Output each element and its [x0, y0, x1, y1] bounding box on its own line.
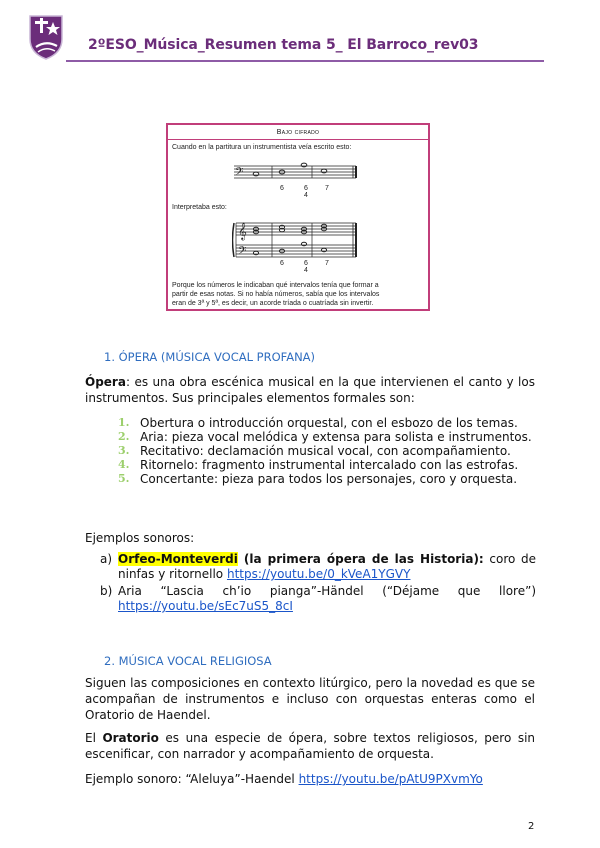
list-number: 1. — [118, 416, 130, 429]
list-number: 2. — [118, 430, 130, 443]
section-heading-religiosa: 2. MÚSICA VOCAL RELIGIOSA — [104, 654, 272, 668]
example-a — [100, 552, 536, 582]
oratorio-term: Oratorio — [102, 731, 159, 745]
opera-examples — [100, 552, 536, 614]
list-item-text: Obertura o introducción orquestal, con el esbozo de los temas. — [140, 416, 518, 430]
list-item — [118, 416, 536, 430]
figure-title-rule — [168, 139, 428, 140]
list-item — [118, 430, 536, 444]
example-b-text: Aria “Lascia ch’io pianga”-Händel (“Déjame que llore”) — [118, 584, 536, 598]
page-number: 2 — [528, 821, 535, 832]
oratorio-paragraph — [85, 730, 535, 762]
example-b-marker: b) — [100, 584, 113, 598]
list-item — [118, 472, 536, 486]
list-item — [118, 458, 536, 472]
oratorio-pre: El — [85, 731, 103, 745]
header-divider — [66, 60, 544, 62]
grand-figure-number-7: 7 — [325, 260, 329, 267]
list-number: 3. — [118, 444, 130, 457]
example-a-link[interactable]: https://youtu.be/0_kVeA1YGVY — [226, 567, 411, 581]
list-item-text: Ritornelo: fragmento instrumental intercalado con las estrofas. — [140, 458, 519, 472]
opera-elements-list — [118, 416, 536, 486]
svg-text:𝄢: 𝄢 — [235, 166, 244, 181]
example-a-highlight: Orfeo-Monteverdi — [118, 552, 238, 566]
opera-definition-text: : es una obra escénica musical en la que intervienen el canto y los instrumentos. Sus principales elementos formales son: — [85, 375, 535, 405]
example-a-bold: (la primera ópera de las Historia): — [237, 552, 484, 566]
example-a-marker: a) — [100, 552, 113, 566]
examples-label: Ejemplos sonoros: — [85, 531, 195, 545]
list-number: 4. — [118, 458, 130, 471]
grand-staff-figure — [232, 217, 362, 267]
document-title: 2ºESO_Música_Resumen tema 5_ El Barroco_rev03 — [88, 37, 479, 53]
section-heading-opera: 1. ÓPERA (MÚSICA VOCAL PROFANA) — [104, 350, 316, 364]
bass-staff-figure — [232, 162, 362, 196]
figure-number-6b: 6 — [304, 185, 308, 192]
figure-intro: Cuando en la partitura un instrumentista veía escrito esto: — [172, 144, 352, 151]
figure-number-4: 4 — [304, 192, 308, 199]
opera-term: Ópera — [85, 375, 126, 389]
figure-title — [168, 129, 428, 136]
grand-figure-number-4: 4 — [304, 267, 308, 274]
grand-figure-number-6a: 6 — [280, 260, 284, 267]
figure-middle-text: Interpretaba esto: — [172, 204, 227, 211]
figure-number-6a: 6 — [280, 185, 284, 192]
list-item — [118, 444, 536, 458]
example-a-text: coro de ninfas y ritornello — [118, 552, 536, 581]
list-item-text: Concertante: pieza para todos los personajes, coro y orquesta. — [140, 472, 518, 486]
figure-caption-line-3: eran de 3ª y 5ª, es decir, un acorde tríada o cuatríada sin invertir. — [172, 300, 374, 307]
bajo-cifrado-figure — [166, 123, 430, 311]
list-item-text: Aria: pieza vocal melódica y extensa para solista e instrumentos. — [140, 430, 532, 444]
figure-caption-line-1: Porque los números le indicaban qué intervalos tenía que formar a — [172, 282, 379, 289]
svg-text:𝄢: 𝄢 — [238, 245, 247, 260]
opera-definition — [85, 374, 535, 406]
religiosa-example-link[interactable]: https://youtu.be/pAtU9PXvmYo — [298, 772, 483, 786]
religiosa-example — [85, 771, 535, 787]
example-b-link[interactable]: https://youtu.be/sEc7uS5_8cI — [118, 599, 293, 613]
svg-text:𝄞: 𝄞 — [238, 222, 247, 240]
list-item-text: Recitativo: declamación musical vocal, con acompañamiento. — [140, 444, 511, 458]
grand-figure-number-6b: 6 — [304, 260, 308, 267]
list-number: 5. — [118, 472, 130, 485]
oratorio-text: es una especie de ópera, sobre textos religiosos, pero sin escenificar, con narrador y acompañamiento de orquesta. — [85, 731, 536, 761]
figure-caption-line-2: partir de esas notas. Si no había números, sabía que los intervalos — [172, 291, 380, 298]
school-logo-icon — [26, 13, 66, 61]
example-b — [100, 584, 536, 614]
figure-number-7: 7 — [325, 185, 329, 192]
religiosa-example-label: Ejemplo sonoro: “Aleluya”-Haendel — [85, 772, 299, 786]
figure-title-text: Bajo cifrado — [276, 129, 320, 136]
religiosa-paragraph: Siguen las composiciones en contexto litúrgico, pero la novedad es que se acompañan de instrumentos e incluso con orquestas enteras como el Oratorio de Haendel. — [85, 676, 535, 722]
